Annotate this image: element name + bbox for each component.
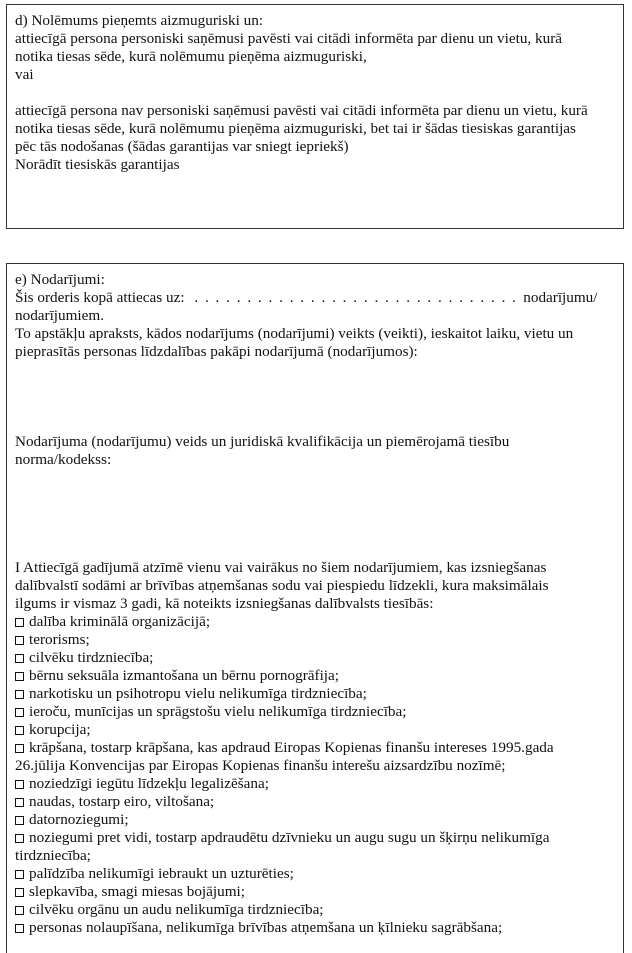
option-1-line-1: attiecīgā persona personiski saņēmusi pavēsti vai citādi informēta par dienu un vietu, kurā: [15, 30, 563, 47]
offence-item[interactable]: personas nolaupīšana, nelikumīga brīvības atņemšana un ķīlnieku sagrābšana;: [15, 919, 623, 937]
checkbox[interactable]: [15, 690, 24, 699]
or-label: vai: [15, 66, 34, 83]
checkbox[interactable]: [15, 834, 24, 843]
description-line-2: pieprasītās personas līdzdalības pakāpi nodarījumā (nodarījumos):: [15, 343, 418, 360]
checkbox[interactable]: [15, 798, 24, 807]
offence-item[interactable]: dalība kriminālā organizācijā;: [15, 613, 623, 631]
checkbox[interactable]: [15, 744, 24, 753]
option-2-line-1: attiecīgā persona nav personiski saņēmusi pavēsti vai citādi informēta par dienu un vietu, kurā: [15, 102, 588, 119]
checkbox[interactable]: [15, 636, 24, 645]
option-2-line-3: pēc tās nodošanas (šādas garantijas var sniegt iepriekš): [15, 138, 349, 155]
offence-item-continuation: 26.jūlija Konvencijas par Eiropas Kopienas finanšu interešu aizsardzību nozīmē;: [15, 757, 506, 774]
nature-field[interactable]: [15, 469, 623, 559]
section-d-box: [6, 4, 624, 229]
offence-item[interactable]: palīdzība nelikumīgi iebraukt un uzturēties;: [15, 865, 623, 883]
offence-item-continuation: tirdzniecība;: [15, 847, 91, 864]
checkbox[interactable]: [15, 654, 24, 663]
checkbox[interactable]: [15, 816, 24, 825]
offence-item[interactable]: cilvēku orgānu un audu nelikumīga tirdzniecība;: [15, 901, 623, 919]
nature-line-2: norma/kodekss:: [15, 451, 112, 468]
offence-item[interactable]: slepkavība, smagi miesas bojājumi;: [15, 883, 623, 901]
offence-count-suffix-2: nodarījumiem.: [15, 307, 104, 324]
description-field[interactable]: [15, 361, 623, 433]
offence-item[interactable]: datornoziegumi;: [15, 811, 623, 829]
offence-item[interactable]: korupcija;: [15, 721, 623, 739]
checkbox[interactable]: [15, 726, 24, 735]
offence-item[interactable]: cilvēku tirdzniecība;: [15, 649, 623, 667]
offence-item[interactable]: ieroču, munīcijas un sprāgstošu vielu nelikumīga tirdzniecība;: [15, 703, 623, 721]
offence-item[interactable]: narkotisku un psihotropu vielu nelikumīga tirdzniecība;: [15, 685, 623, 703]
option-2-line-2: notika tiesas sēde, kurā nolēmumu pieņēma aizmuguriski, bet tai ir šādas tiesiskas garantijas: [15, 120, 576, 137]
guarantees-label: Norādīt tiesiskās garantijas: [15, 156, 180, 173]
checkbox[interactable]: [15, 870, 24, 879]
offence-item[interactable]: noziegumi pret vidi, tostarp apdraudētu dzīvnieku un augu sugu un šķirņu nelikumīga: [15, 829, 623, 847]
offence-item[interactable]: bērnu seksuāla izmantošana un bērnu pornogrāfija;: [15, 667, 623, 685]
checkbox[interactable]: [15, 708, 24, 717]
section-e-box: [6, 263, 624, 953]
offence-count-field[interactable]: . . . . . . . . . . . . . . . . . . . . . . . . . . . . . . .: [194, 289, 518, 306]
option-1-line-2: notika tiesas sēde, kurā nolēmumu pieņēma aizmuguriski,: [15, 48, 367, 65]
offence-item[interactable]: noziedzīgi iegūtu līdzekļu legalizēšana;: [15, 775, 623, 793]
offence-count-suffix: nodarījumu/: [523, 289, 598, 306]
section-d-heading: d) Nolēmums pieņemts aizmuguriski un:: [15, 12, 264, 29]
nature-line-1: Nodarījuma (nodarījumu) veids un juridiskā kvalifikācija un piemērojamā tiesību: [15, 433, 510, 450]
offence-item[interactable]: terorisms;: [15, 631, 623, 649]
checkbox[interactable]: [15, 924, 24, 933]
checkbox[interactable]: [15, 906, 24, 915]
list-intro-line-3: ilgums ir vismaz 3 gadi, kā noteikts izsniegšanas dalībvalsts tiesībās:: [15, 595, 434, 612]
description-line-1: To apstākļu apraksts, kādos nodarījums (nodarījumi) veikts (veikti), ieskaitot laiku, vietu un: [15, 325, 574, 342]
list-intro-line-2: dalībvalstī sodāmi ar brīvības atņemšanas sodu vai piespiedu līdzekli, kura maksimālais: [15, 577, 549, 594]
offence-item[interactable]: krāpšana, tostarp krāpšana, kas apdraud Eiropas Kopienas finanšu intereses 1995.gada: [15, 739, 623, 757]
offence-item[interactable]: naudas, tostarp eiro, viltošana;: [15, 793, 623, 811]
checkbox[interactable]: [15, 888, 24, 897]
checkbox[interactable]: [15, 780, 24, 789]
section-e-heading: e) Nodarījumi:: [15, 271, 105, 288]
offence-count-prefix: Šis orderis kopā attiecas uz:: [15, 289, 185, 306]
offence-count-line: [15, 289, 623, 307]
list-intro-line-1: I Attiecīgā gadījumā atzīmē vienu vai vairākus no šiem nodarījumiem, kas izsniegšanas: [15, 559, 547, 576]
checkbox[interactable]: [15, 672, 24, 681]
checkbox[interactable]: [15, 618, 24, 627]
